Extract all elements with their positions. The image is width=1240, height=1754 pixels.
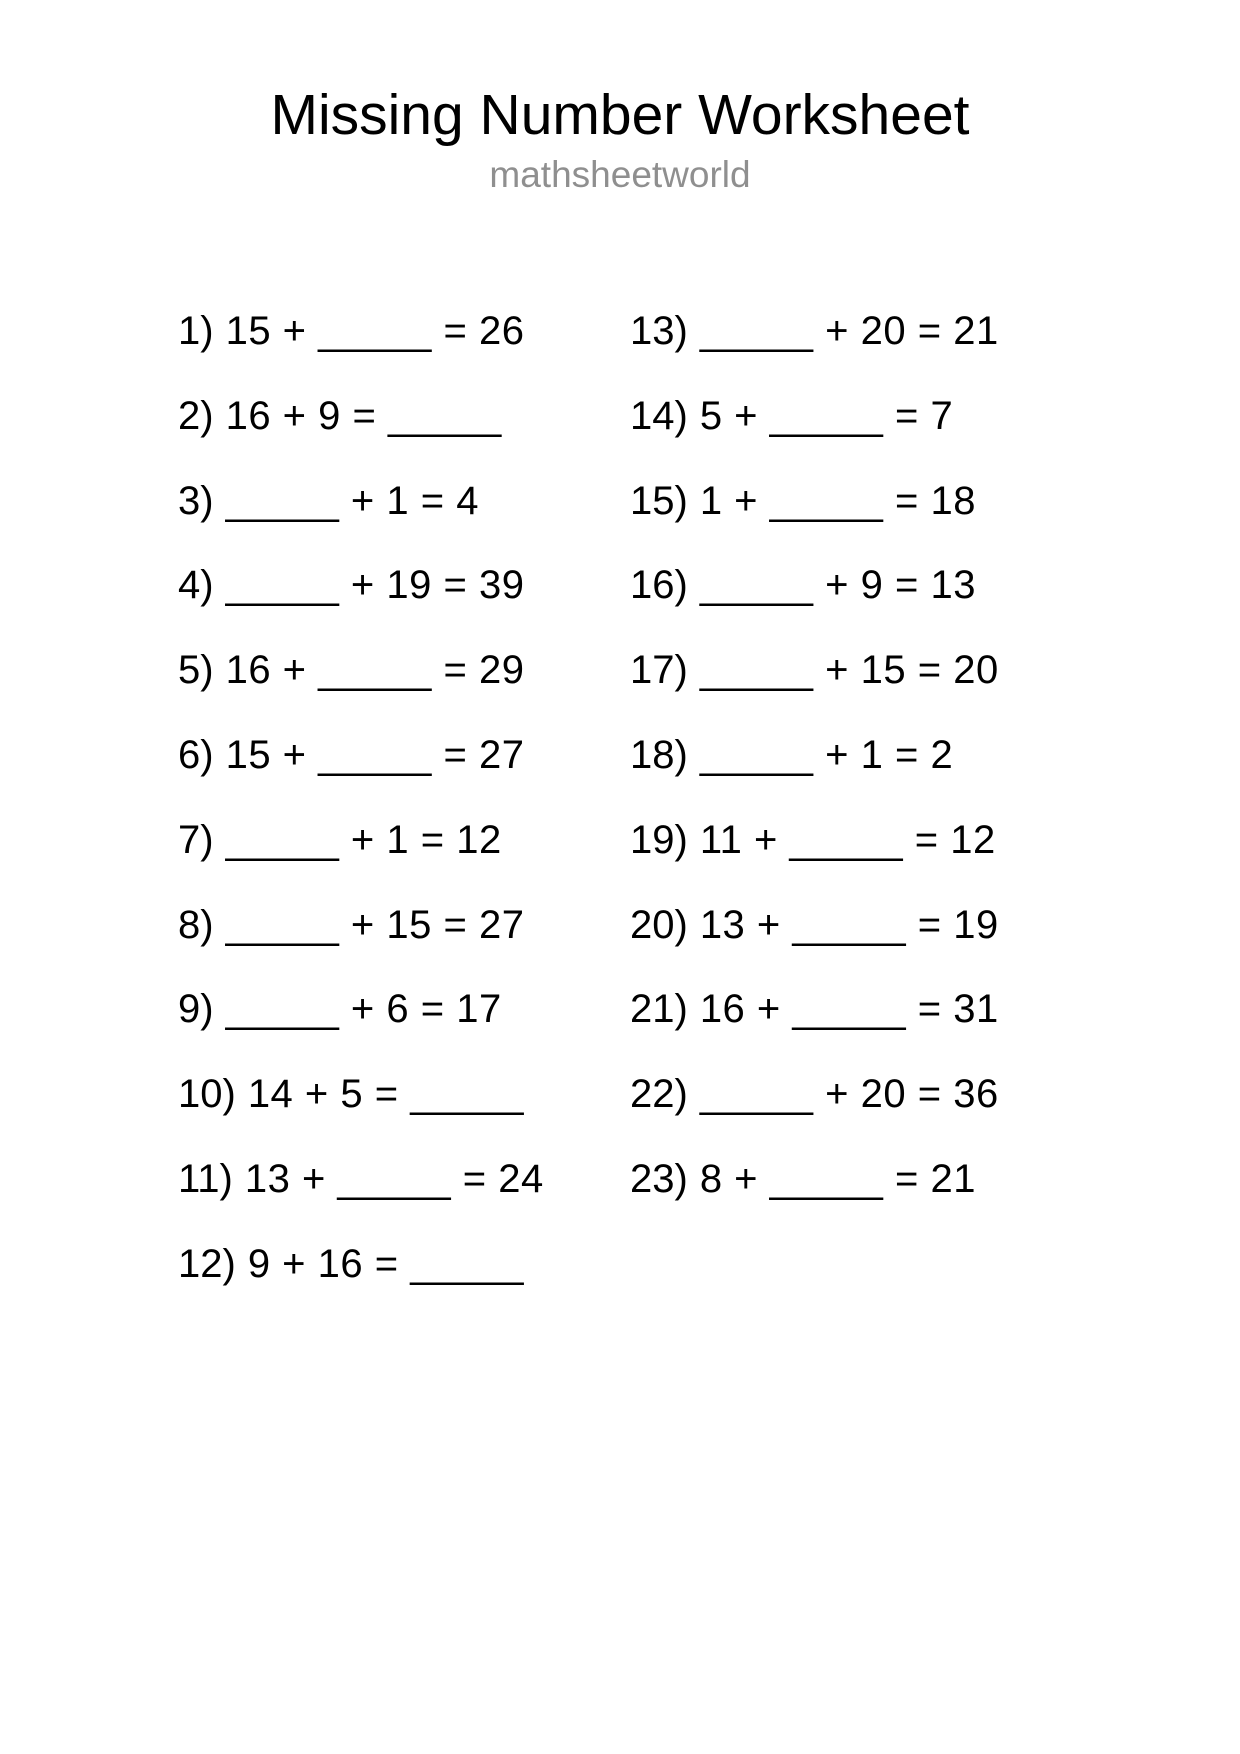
problem-item — [630, 1137, 1130, 1222]
problem-expression: 15 + _____ = 27 — [225, 732, 525, 777]
problem-item — [178, 1222, 630, 1307]
problem-expression: _____ + 6 = 17 — [225, 987, 502, 1032]
problem-item — [630, 883, 1130, 968]
problem-number: 7) — [178, 817, 214, 862]
problem-item — [630, 1052, 1130, 1137]
problem-item — [178, 798, 630, 883]
problem-item — [178, 713, 630, 798]
problem-expression: 13 + _____ = 24 — [244, 1156, 544, 1201]
problem-item — [178, 459, 630, 544]
problem-expression: 13 + _____ = 19 — [699, 902, 999, 947]
problem-number: 4) — [178, 563, 214, 608]
problem-expression: 16 + _____ = 31 — [699, 987, 999, 1032]
problem-item — [178, 289, 630, 374]
problem-number: 1) — [178, 308, 214, 353]
page-subtitle: mathsheetworld — [489, 153, 751, 195]
worksheet-header — [0, 0, 1240, 197]
problem-item — [630, 543, 1130, 628]
problem-expression: 15 + _____ = 26 — [225, 308, 525, 353]
problems-column-left — [178, 289, 630, 1307]
problem-number: 10) — [178, 1072, 236, 1117]
problem-expression: 16 + 9 = _____ — [225, 393, 502, 438]
problems-column-right — [630, 289, 1130, 1307]
problem-number: 19) — [630, 817, 688, 862]
problem-item — [178, 543, 630, 628]
problem-item — [630, 374, 1130, 459]
problem-number: 13) — [630, 308, 688, 353]
problem-expression: _____ + 20 = 36 — [699, 1072, 999, 1117]
problem-number: 16) — [630, 563, 688, 608]
problem-item — [178, 1137, 630, 1222]
problem-item — [178, 628, 630, 713]
problem-item — [178, 1052, 630, 1137]
problem-number: 14) — [630, 393, 688, 438]
problem-item — [630, 459, 1130, 544]
problem-number: 18) — [630, 732, 688, 777]
problem-number: 2) — [178, 393, 214, 438]
problem-item — [630, 289, 1130, 374]
problem-item — [178, 374, 630, 459]
problem-expression: 11 + _____ = 12 — [699, 817, 996, 862]
problem-expression: 14 + 5 = _____ — [247, 1072, 524, 1117]
problem-expression: _____ + 1 = 12 — [225, 817, 502, 862]
problem-expression: 9 + 16 = _____ — [247, 1241, 524, 1286]
problem-item — [630, 798, 1130, 883]
problem-expression: _____ + 9 = 13 — [699, 563, 976, 608]
problem-expression: _____ + 19 = 39 — [225, 563, 525, 608]
problem-number: 12) — [178, 1241, 236, 1286]
problem-number: 3) — [178, 478, 214, 523]
problem-item — [630, 628, 1130, 713]
problem-expression: _____ + 15 = 20 — [699, 648, 999, 693]
problem-number: 20) — [630, 902, 688, 947]
problem-item — [630, 713, 1130, 798]
problem-expression: _____ + 20 = 21 — [699, 308, 999, 353]
problems-area — [0, 289, 1240, 1307]
page-title: Missing Number Worksheet — [270, 83, 970, 147]
problem-number: 15) — [630, 478, 688, 523]
problem-number: 6) — [178, 732, 214, 777]
problem-item — [178, 967, 630, 1052]
problem-item — [178, 883, 630, 968]
problem-expression: _____ + 15 = 27 — [225, 902, 525, 947]
problem-number: 23) — [630, 1156, 688, 1201]
problem-expression: 8 + _____ = 21 — [699, 1156, 976, 1201]
problem-item — [630, 967, 1130, 1052]
problem-expression: _____ + 1 = 2 — [699, 732, 954, 777]
problem-number: 17) — [630, 648, 688, 693]
problem-expression: _____ + 1 = 4 — [225, 478, 479, 523]
problem-number: 11) — [178, 1156, 233, 1201]
problem-expression: 1 + _____ = 18 — [699, 478, 976, 523]
problem-number: 22) — [630, 1072, 688, 1117]
problem-number: 9) — [178, 987, 214, 1032]
problem-number: 5) — [178, 648, 214, 693]
problem-expression: 5 + _____ = 7 — [699, 393, 954, 438]
problem-number: 21) — [630, 987, 688, 1032]
problem-expression: 16 + _____ = 29 — [225, 648, 525, 693]
problem-number: 8) — [178, 902, 214, 947]
